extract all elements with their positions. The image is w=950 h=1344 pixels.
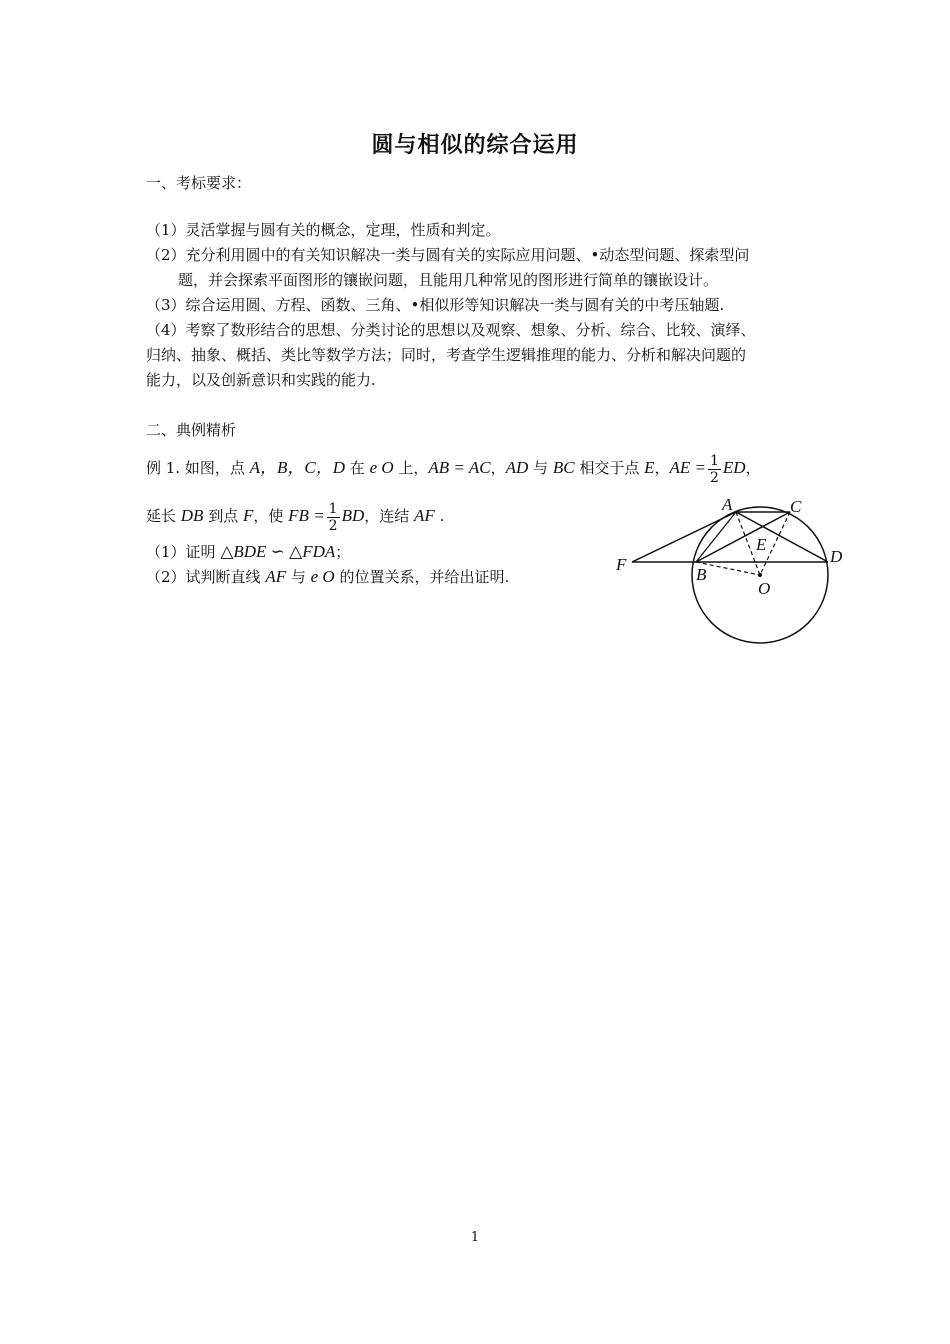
- ex1-seg-af: AF: [414, 506, 435, 525]
- label-a: A: [722, 495, 733, 514]
- center-point-o: [758, 573, 762, 577]
- q2-end: 的位置关系，并给出证明.: [334, 568, 510, 586]
- label-o: O: [758, 579, 771, 598]
- q1-prefix: （1）证明: [146, 543, 221, 561]
- example-1-line-1: [146, 452, 761, 486]
- label-d: D: [830, 547, 843, 566]
- geometry-figure: [610, 490, 850, 650]
- ex1-make: ，使: [253, 507, 289, 525]
- ex1-prefix: 例 1. 如图，点: [146, 459, 250, 477]
- ex1-seg-ad: AD: [505, 458, 529, 477]
- q2-mid: 与: [286, 568, 311, 586]
- frac-denominator: 2: [710, 469, 719, 486]
- requirement-item-2-cont: 题，并会探索平面图形的镶嵌问题，且能用几种常见的图形进行简单的镶嵌设计。: [178, 271, 719, 289]
- page-number: 1: [470, 1230, 480, 1245]
- question-2: [146, 567, 509, 587]
- ex1-circle: e O: [369, 458, 394, 477]
- question-1: [146, 542, 350, 562]
- q2-seg: AF: [265, 567, 287, 586]
- ex1-fraction-half: [708, 453, 721, 486]
- ex1-l2-fraction-half: [327, 501, 340, 534]
- ex1-seg-bc: BC: [552, 458, 575, 477]
- ex1-l2-end: .: [434, 507, 445, 525]
- ex1-after-circle: 上，: [393, 459, 429, 477]
- ex1-seg-db: DB: [180, 506, 204, 525]
- q1-expr: △BDE ∽ △FDA: [220, 542, 336, 561]
- ex1-comma1: ，: [490, 459, 506, 477]
- ex1-eq-left: FB =: [288, 506, 325, 525]
- ex1-eq-right: BD: [341, 506, 365, 525]
- ex1-intersect: 相交于点: [574, 459, 645, 477]
- line-cb: [696, 512, 790, 562]
- ex1-eq2-left: AE =: [669, 458, 706, 477]
- section-heading-examples: 二、典例精析: [146, 421, 237, 439]
- label-f: F: [616, 555, 627, 574]
- ex1-l2-prefix: 延长: [146, 507, 181, 525]
- ex1-pt-e: E: [644, 458, 655, 477]
- q1-end: ；: [335, 543, 351, 561]
- line-ad: [736, 512, 828, 562]
- ex1-eq1: AB = AC: [428, 458, 491, 477]
- requirement-item-3: （3）综合运用圆、方程、函数、三角、•相似形等知识解决一类与圆有关的中考压轴题.: [146, 296, 725, 314]
- line-ab: [696, 512, 736, 562]
- ex1-connect: ，连结: [364, 507, 415, 525]
- label-e: E: [756, 535, 767, 554]
- q2-circle: e O: [310, 567, 335, 586]
- ex1-on: 在: [345, 459, 370, 477]
- page-title: 圆与相似的综合运用: [371, 133, 579, 158]
- requirement-item-1: （1）灵活掌握与圆有关的概念，定理，性质和判定。: [146, 221, 501, 239]
- section-heading-requirements: 一、考标要求：: [146, 174, 252, 192]
- label-c: C: [790, 497, 802, 516]
- label-b: B: [696, 565, 707, 584]
- requirement-item-2: （2）充分利用圆中的有关知识解决一类与圆有关的实际应用问题、•动态型问题、探索型问: [146, 246, 750, 264]
- ex1-eq2-right: ED: [722, 458, 746, 477]
- ex1-to-point: 到点: [203, 507, 243, 525]
- ex1-pt-f: F: [243, 506, 254, 525]
- example-1-line-2: [146, 500, 444, 534]
- requirement-item-4-cont-1: 归纳、抽象、概括、类比等数学方法；同时，考查学生逻辑推理的能力、分析和解决问题的: [146, 346, 747, 364]
- requirement-item-4: （4）考察了数形结合的思想、分类讨论的思想以及观察、想象、分析、综合、比较、演绎、: [146, 321, 756, 339]
- requirement-item-4-cont-2: 能力，以及创新意识和实践的能力.: [146, 371, 376, 389]
- ex1-points: A，B，C，D: [249, 458, 346, 477]
- ex1-end: ，: [745, 459, 761, 477]
- ex1-comma2: ，: [654, 459, 670, 477]
- line-fa: [632, 512, 736, 562]
- ex1-yu: 与: [528, 459, 553, 477]
- q2-prefix: （2）试判断直线: [146, 568, 266, 586]
- frac-denominator: 2: [328, 517, 338, 534]
- frac-numerator: 1: [710, 452, 719, 469]
- frac-numerator: 1: [328, 500, 338, 517]
